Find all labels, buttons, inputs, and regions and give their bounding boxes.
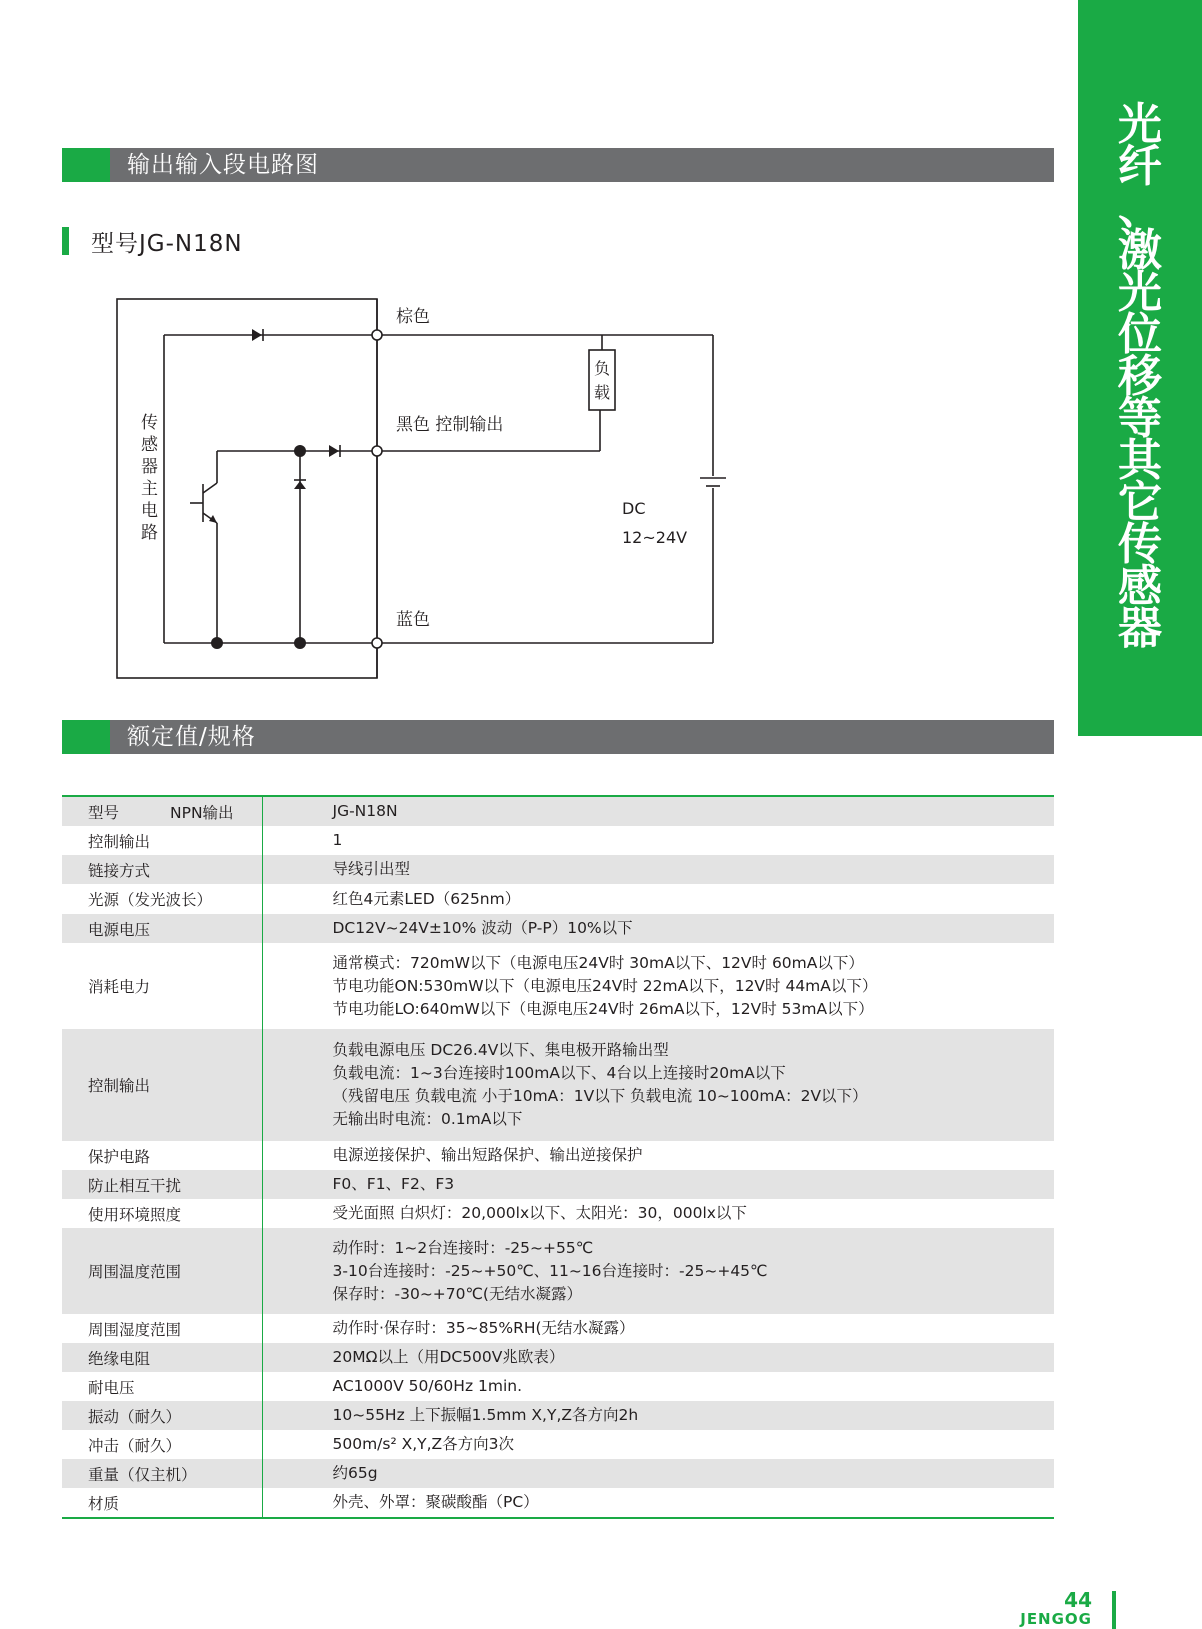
category-side-tab (1078, 0, 1202, 736)
black-wire-label: 黑色 控制输出 (396, 415, 504, 435)
table-row (62, 1459, 1054, 1488)
side-tab-char: 移 (1118, 351, 1162, 402)
spec-label: 消耗电力 (88, 978, 151, 996)
table-row (62, 826, 1054, 855)
spec-value-line: F0、F1、F2、F3 (332, 1175, 455, 1193)
sensor-label-2: 器 (141, 457, 158, 477)
spec-label: 防止相互干扰 (62, 1170, 262, 1199)
spec-label: 耐电压 (88, 1378, 135, 1397)
spec-value-line: DC12V~24V±10% 波动（P-P）10%以下 (332, 919, 633, 937)
page-number: 44 (1064, 1588, 1092, 1612)
spec-value-line: 约65g (332, 1464, 378, 1482)
spec-label: 材质 (88, 1494, 120, 1513)
spec-value (262, 1314, 1054, 1343)
sensor-label-1: 感 (141, 435, 158, 455)
spec-label: 周围温度范围 (62, 1228, 262, 1314)
table-row (62, 943, 1054, 1029)
table-row (62, 1401, 1054, 1430)
spec-value (262, 855, 1054, 884)
spec-value-line: 无输出时电流：0.1mA以下 (332, 1110, 523, 1128)
spec-value (262, 1459, 1054, 1488)
table-row (62, 1488, 1054, 1518)
spec-label: 重量（仅主机） (62, 1459, 262, 1488)
side-tab-char: 传 (1118, 519, 1162, 570)
table-row (62, 1228, 1054, 1314)
spec-value (262, 884, 1054, 914)
blue-wire-label: 蓝色 (396, 610, 430, 630)
spec-output-type: NPN输出 (142, 796, 262, 826)
spec-value-line: 动作时：1~2台连接时：-25~+55℃ (332, 1238, 594, 1257)
spec-label: 冲击（耐久） (88, 1436, 182, 1455)
section-title: 额定值/规格 (127, 724, 256, 750)
spec-value-line: 保存时：-30~+70℃(无结水凝露） (332, 1284, 582, 1303)
side-tab-char: 感 (1118, 561, 1162, 612)
spec-value-line: AC1000V 50/60Hz 1min. (332, 1377, 523, 1395)
spec-label: 光源（发光波长） (88, 891, 213, 909)
brown-wire-label: 棕色 (396, 307, 430, 327)
spec-value-line: 外壳、外罩：聚碳酸酯（PC） (332, 1493, 539, 1511)
load-label-1: 载 (594, 383, 611, 402)
brand-name: JENGOG (1020, 1610, 1092, 1628)
spec-value (262, 1170, 1054, 1199)
spec-value: JG-N18N (262, 796, 1054, 826)
spec-label: 控制输出 (62, 1029, 262, 1141)
side-tab-char: 光 (1118, 267, 1162, 318)
spec-label: 使用环境照度 (88, 1205, 182, 1224)
spec-value-line: 电源逆接保护、输出短路保护、输出逆接保护 (332, 1146, 643, 1164)
load-label-0: 负 (594, 359, 611, 378)
spec-label: 电源电压 (62, 914, 262, 943)
table-row (62, 1141, 1054, 1170)
spec-label: 型号 (62, 796, 142, 826)
spec-value-line: 动作时·保存时：35~85%RH(无结水凝露） (332, 1319, 635, 1337)
spec-value (262, 1228, 1054, 1314)
circuit-diagram (0, 280, 760, 690)
spec-label: 绝缘电阻 (62, 1343, 262, 1372)
table-row (62, 1314, 1054, 1343)
table-row (62, 884, 1054, 914)
spec-value-line: 1 (332, 831, 343, 849)
section-bar-circuit (62, 148, 1054, 182)
footer-divider (1112, 1591, 1116, 1629)
table-row (62, 1199, 1054, 1228)
spec-value-line: 负载电源电压 DC26.4V以下、集电极开路输出型 (332, 1041, 669, 1059)
spec-value (262, 914, 1054, 943)
spec-value-line: 通常模式：720mW以下（电源电压24V时 30mA以下、12V时 60mA以下） (332, 953, 864, 972)
side-tab-char: 位 (1118, 309, 1162, 360)
spec-value-line: 负载电流：1~3台连接时100mA以下、4台以上连接时20mA以下 (332, 1064, 786, 1082)
spec-value (262, 1488, 1054, 1518)
spec-value-line: 节电功能LO:640mW以下（电源电压24V时 26mA以下，12V时 53mA以下） (332, 999, 874, 1018)
side-tab-char: 激 (1118, 225, 1162, 276)
spec-value-line: 20MΩ以上（用DC500V兆欧表） (332, 1348, 565, 1366)
spec-value-line: 10~55Hz 上下振幅1.5mm X,Y,Z各方向2h (332, 1406, 639, 1424)
sensor-label-0: 传 (141, 413, 158, 433)
table-row (62, 1343, 1054, 1372)
spec-value (262, 1141, 1054, 1170)
sensor-label-3: 主 (141, 479, 158, 499)
section-bar-accent (62, 148, 110, 182)
spec-value-line: 红色4元素LED（625nm） (332, 889, 521, 908)
side-tab-char: 其 (1118, 435, 1162, 486)
spec-label: 振动（耐久） (62, 1401, 262, 1430)
sensor-label-4: 电 (141, 501, 158, 521)
spec-value-line: （残留电压 负载电流 小于10mA：1V以下 负载电流 10~100mA：2V以下） (332, 1087, 868, 1105)
model-heading (62, 226, 243, 256)
spec-label: 保护电路 (88, 1147, 151, 1166)
spec-value (262, 1430, 1054, 1459)
spec-value (262, 1343, 1054, 1372)
spec-value-line: 导线引出型 (332, 860, 411, 878)
spec-value-line: 节电功能ON:530mW以下（电源电压24V时 22mA以下，12V时 44mA以下） (332, 976, 878, 995)
table-row-header (62, 796, 1054, 826)
spec-value (262, 1372, 1054, 1401)
spec-value (262, 1199, 1054, 1228)
dc-voltage-label: 12~24V (622, 528, 688, 547)
table-row (62, 855, 1054, 884)
section-bar-spec (62, 720, 1054, 754)
model-title: 型号JG-N18N (91, 230, 243, 257)
side-tab-char: 、 (1118, 183, 1162, 234)
side-tab-char: 纤 (1118, 141, 1162, 192)
table-row (62, 1170, 1054, 1199)
spec-label: 周围湿度范围 (88, 1320, 182, 1339)
dc-label: DC (622, 499, 646, 518)
sensor-label-5: 路 (141, 523, 158, 543)
section-title: 输出输入段电路图 (127, 152, 319, 178)
spec-value (262, 1401, 1054, 1430)
spec-value (262, 826, 1054, 855)
spec-label: 链接方式 (62, 855, 262, 884)
spec-value (262, 943, 1054, 1029)
table-row (62, 914, 1054, 943)
table-row (62, 1372, 1054, 1401)
spec-value-line: 500m/s² X,Y,Z各方向3次 (332, 1435, 515, 1453)
side-tab-char: 光 (1118, 99, 1162, 150)
side-tab-char: 等 (1118, 393, 1162, 444)
side-tab-char: 它 (1118, 477, 1162, 528)
spec-value-line: 3-10台连接时：-25~+50℃、11~16台连接时：-25~+45℃ (332, 1261, 768, 1280)
spec-label: 控制输出 (88, 832, 151, 851)
side-tab-char: 器 (1118, 603, 1162, 654)
spec-table (62, 795, 1054, 1519)
spec-value-line: 受光面照 白炽灯：20,000lx以下、太阳光：30，000lx以下 (332, 1204, 747, 1222)
table-row (62, 1430, 1054, 1459)
spec-value (262, 1029, 1054, 1141)
section-bar-accent (62, 720, 110, 754)
heading-marker (62, 227, 69, 255)
table-row (62, 1029, 1054, 1141)
